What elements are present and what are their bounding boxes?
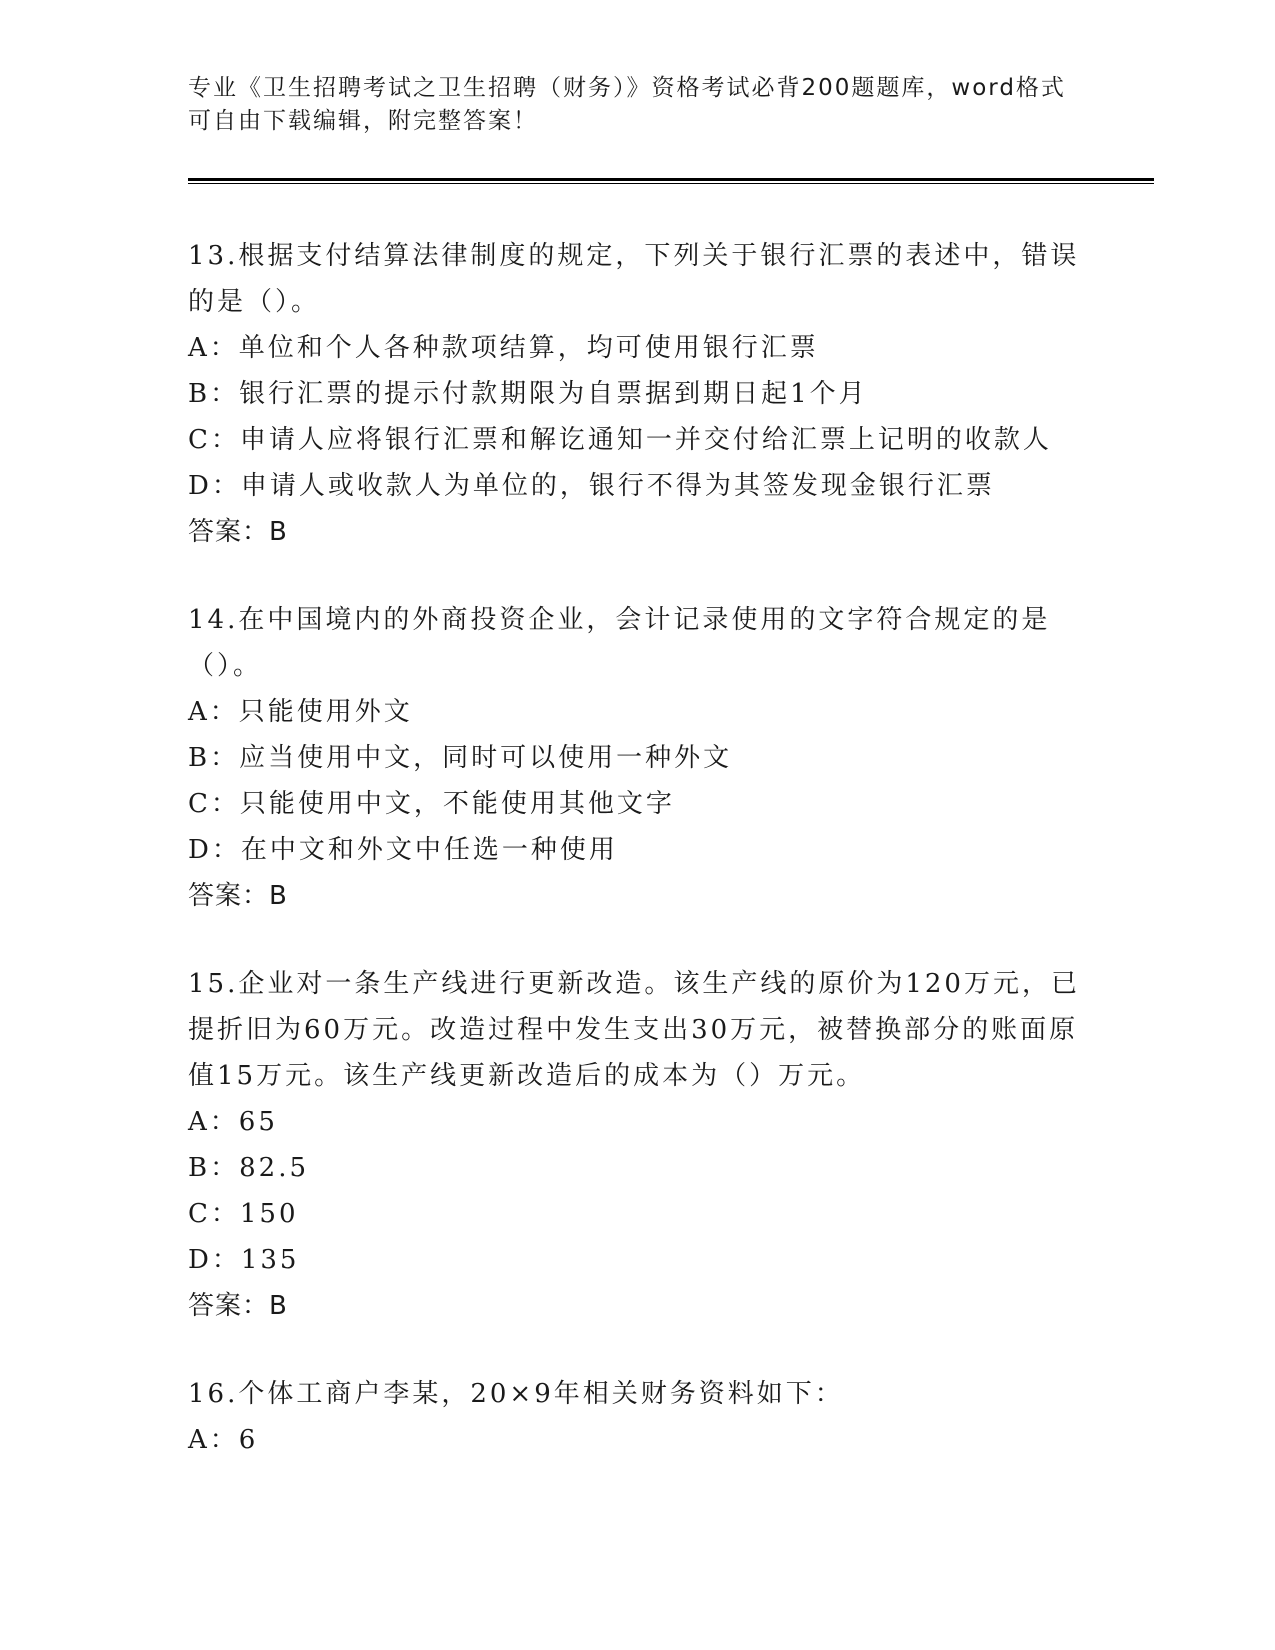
question-text: 14.在中国境内的外商投资企业，会计记录使用的文字符合规定的是（）。	[188, 605, 1051, 681]
answer-label: 答案：B	[188, 517, 288, 547]
option-c: C：150	[188, 1199, 299, 1229]
question-text: 13.根据支付结算法律制度的规定，下列关于银行汇票的表述中，错误的是（）。	[188, 241, 1080, 317]
question-15	[188, 961, 1088, 1329]
option-a: A：65	[188, 1107, 278, 1137]
question-13	[188, 233, 1088, 555]
question-text: 16.个体工商户李某，20×9年相关财务资料如下：	[188, 1379, 844, 1409]
header-line-1: 专业《卫生招聘考试之卫生招聘（财务）》资格考试必背200题题库，word格式	[188, 75, 1066, 101]
option-b: B：应当使用中文，同时可以使用一种外文	[188, 743, 733, 773]
answer-label: 答案：B	[188, 1291, 288, 1321]
option-a: A：6	[188, 1425, 259, 1455]
answer-label: 答案：B	[188, 881, 288, 911]
header-divider-thick	[188, 178, 1154, 181]
header-line-2: 可自由下载编辑，附完整答案！	[188, 108, 538, 134]
option-a: A：只能使用外文	[188, 697, 413, 727]
option-b: B：银行汇票的提示付款期限为自票据到期日起1个月	[188, 379, 868, 409]
question-list	[188, 233, 1088, 1505]
question-16	[188, 1371, 1088, 1463]
option-c: C：只能使用中文，不能使用其他文字	[188, 789, 675, 819]
question-14	[188, 597, 1088, 919]
option-a: A：单位和个人各种款项结算，均可使用银行汇票	[188, 333, 819, 363]
header-divider-thin	[188, 183, 1154, 184]
option-d: D：在中文和外文中任选一种使用	[188, 835, 618, 865]
option-c: C：申请人应将银行汇票和解讫通知一并交付给汇票上记明的收款人	[188, 425, 1052, 455]
question-text: 15.企业对一条生产线进行更新改造。该生产线的原价为120万元，已提折旧为60万元。改造过程中发生支出30万元，被替换部分的账面原值15万元。该生产线更新改造后的成本为（）万元。	[188, 969, 1080, 1091]
option-b: B：82.5	[188, 1153, 309, 1183]
option-d: D：申请人或收款人为单位的，银行不得为其签发现金银行汇票	[188, 471, 995, 501]
document-header	[188, 72, 1088, 138]
option-d: D：135	[188, 1245, 300, 1275]
